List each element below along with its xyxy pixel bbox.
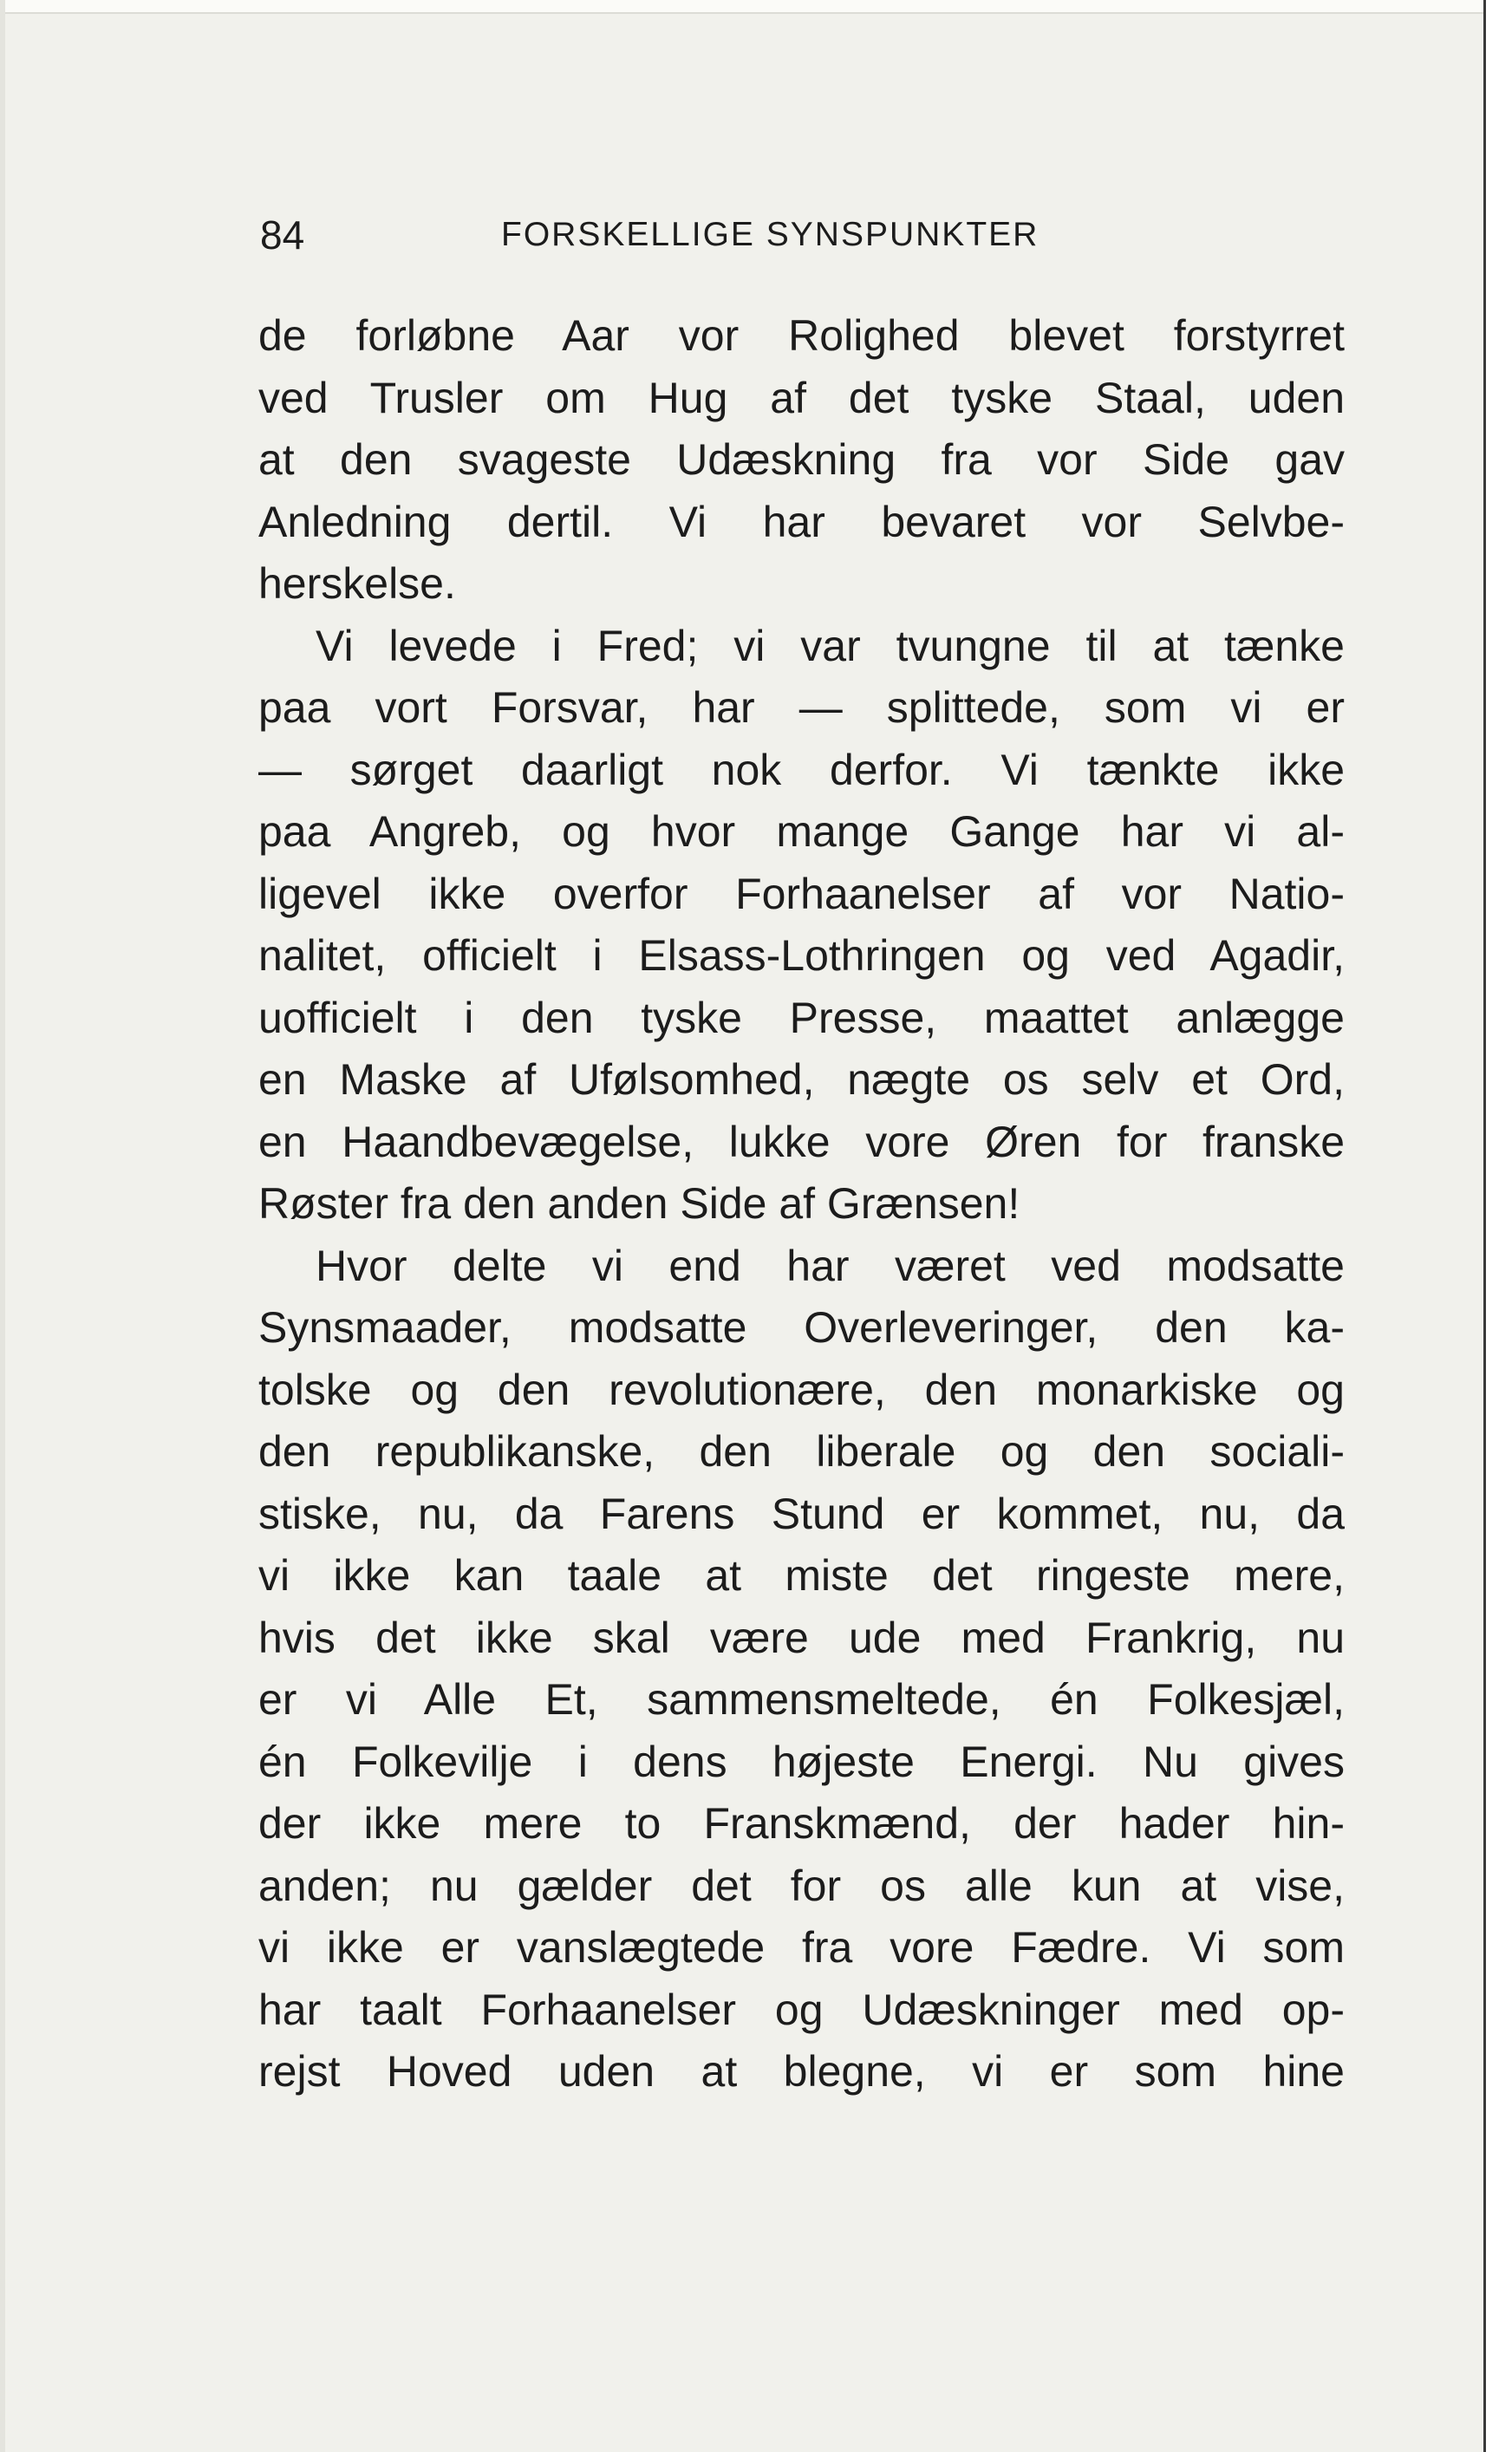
text-line: Vi levede i Fred; vi var tvungne til at tænke	[316, 621, 1345, 670]
text-line: de forløbne Aar vor Rolighed blevet forstyrret	[258, 311, 1345, 360]
text-line: der ikke mere to Franskmænd, der hader hin-	[258, 1799, 1345, 1848]
text-line: ligevel ikke overfor Forhaanelser af vor Natio-	[258, 869, 1345, 918]
text-line: stiske, nu, da Farens Stund er kommet, nu, da	[258, 1489, 1345, 1538]
body-text	[258, 305, 1345, 2103]
text-line: paa Angreb, og hvor mange Gange har vi al-	[258, 807, 1345, 856]
text-line: paa vort Forsvar, har — splittede, som vi er	[258, 683, 1345, 732]
page-number: 84	[260, 212, 305, 258]
text-line: tolske og den revolutionære, den monarkiske og	[258, 1365, 1345, 1414]
text-line: at den svageste Udæskning fra vor Side gav	[258, 435, 1345, 484]
text-line: den republikanske, den liberale og den sociali-	[258, 1427, 1345, 1476]
text-line: Hvor delte vi end har været ved modsatte	[316, 1241, 1345, 1290]
text-line: anden; nu gælder det for os alle kun at vise,	[258, 1861, 1345, 1910]
text-line: er vi Alle Et, sammensmeltede, én Folkesjæl,	[258, 1675, 1345, 1724]
text-line: rejst Hoved uden at blegne, vi er som hine	[258, 2047, 1345, 2096]
text-line: — sørget daarligt nok derfor. Vi tænkte ikke	[258, 745, 1345, 794]
text-line: vi ikke kan taale at miste det ringeste mere,	[258, 1551, 1345, 1600]
text-line: vi ikke er vanslægtede fra vore Fædre. Vi som	[258, 1923, 1345, 1972]
text-line: har taalt Forhaanelser og Udæskninger med op-	[258, 1985, 1345, 2034]
text-line: hvis det ikke skal være ude med Frankrig, nu	[258, 1613, 1345, 1662]
text-line: uofficielt i den tyske Presse, maattet anlægge	[258, 993, 1345, 1042]
page-right-margin	[1486, 0, 1512, 2452]
text-line: nalitet, officielt i Elsass-Lothringen og ved Agadir,	[258, 931, 1345, 980]
text-line: Anledning dertil. Vi har bevaret vor Selvbe-	[258, 497, 1345, 546]
page-header	[260, 205, 1344, 265]
text-line: én Folkevilje i dens højeste Energi. Nu gives	[258, 1737, 1345, 1786]
text-line: ved Trusler om Hug af det tyske Staal, uden	[258, 373, 1345, 422]
page-left-edge	[0, 0, 5, 2452]
page-top-edge	[0, 0, 1512, 14]
text-line: en Haandbevægelse, lukke vore Øren for franske	[258, 1117, 1345, 1166]
text-line: Røster fra den anden Side af Grænsen!	[258, 1179, 1020, 1228]
running-title: FORSKELLIGE SYNSPUNKTER	[501, 216, 1040, 253]
text-line: Synsmaader, modsatte Overleveringer, den ka-	[258, 1303, 1345, 1352]
text-line: en Maske af Ufølsomhed, nægte os selv et Ord,	[258, 1055, 1345, 1104]
text-line: herskelse.	[258, 559, 456, 608]
